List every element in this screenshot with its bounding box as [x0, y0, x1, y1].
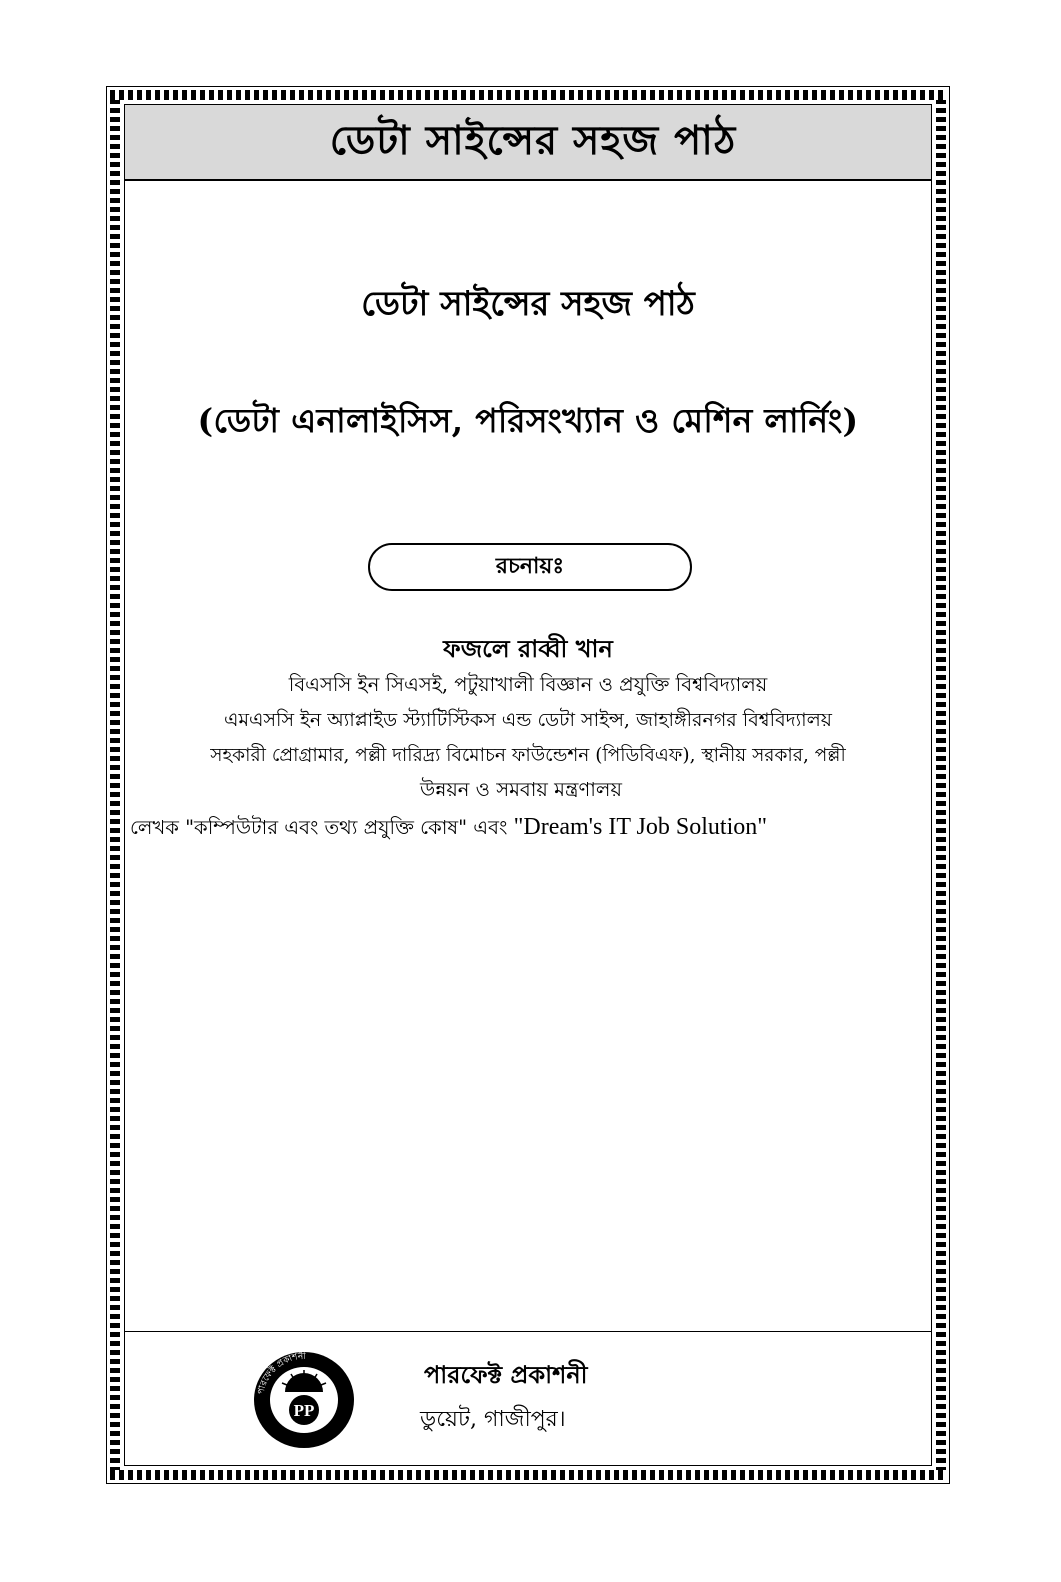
publisher-address: ডুয়েট, গাজীপুর।: [420, 1407, 566, 1432]
footer-divider: [125, 1331, 931, 1332]
publisher-logo: [245, 1350, 363, 1450]
header-band: [125, 105, 931, 181]
by-label-pill: [368, 543, 692, 591]
by-label: রচনায়ঃ: [495, 552, 565, 579]
author-credential-4: উন্নয়ন ও সমবায় মন্ত্রণালয়: [420, 778, 622, 801]
author-credential-2: এমএসসি ইন অ্যাপ্লাইড স্ট্যাটিস্টিকস এন্ড ডেটা সাইন্স, জাহাঙ্গীরনগর বিশ্ববিদ্যালয়: [224, 709, 832, 731]
author-books: [130, 814, 930, 846]
book-title: ডেটা সাইন্সের সহজ পাঠ: [361, 284, 695, 324]
logo-ring-text: পারফেক্ট প্রকাশনী: [256, 1351, 307, 1396]
pp-monogram: [289, 1395, 319, 1425]
header-title: ডেটা সাইন্সের সহজ পাঠ: [329, 116, 737, 164]
author-credential-3: সহকারী প্রোগ্রামার, পল্লী দারিদ্র্য বিমোচন ফাউন্ডেশন (পিডিবিএফ), স্থানীয় সরকার, পল্লী: [210, 745, 846, 766]
author-books-latin: "Dream's IT Job Solution": [513, 814, 768, 840]
svg-text:PP: PP: [293, 1401, 315, 1420]
author-credential-1: বিএসসি ইন সিএসই, পটুয়াখালী বিজ্ঞান ও প্রযুক্তি বিশ্ববিদ্যালয়: [288, 673, 768, 696]
author-books-prefix: লেখক "কম্পিউটার এবং তথ্য প্রযুক্তি কোষ" এবং: [130, 816, 514, 839]
author-name: ফজলে রাব্বী খান: [443, 634, 613, 663]
book-subtitle: (ডেটা এনালাইসিস, পরিসংখ্যান ও মেশিন লার্নিং): [197, 401, 859, 440]
publisher-name: পারফেক্ট প্রকাশনী: [424, 1360, 588, 1389]
